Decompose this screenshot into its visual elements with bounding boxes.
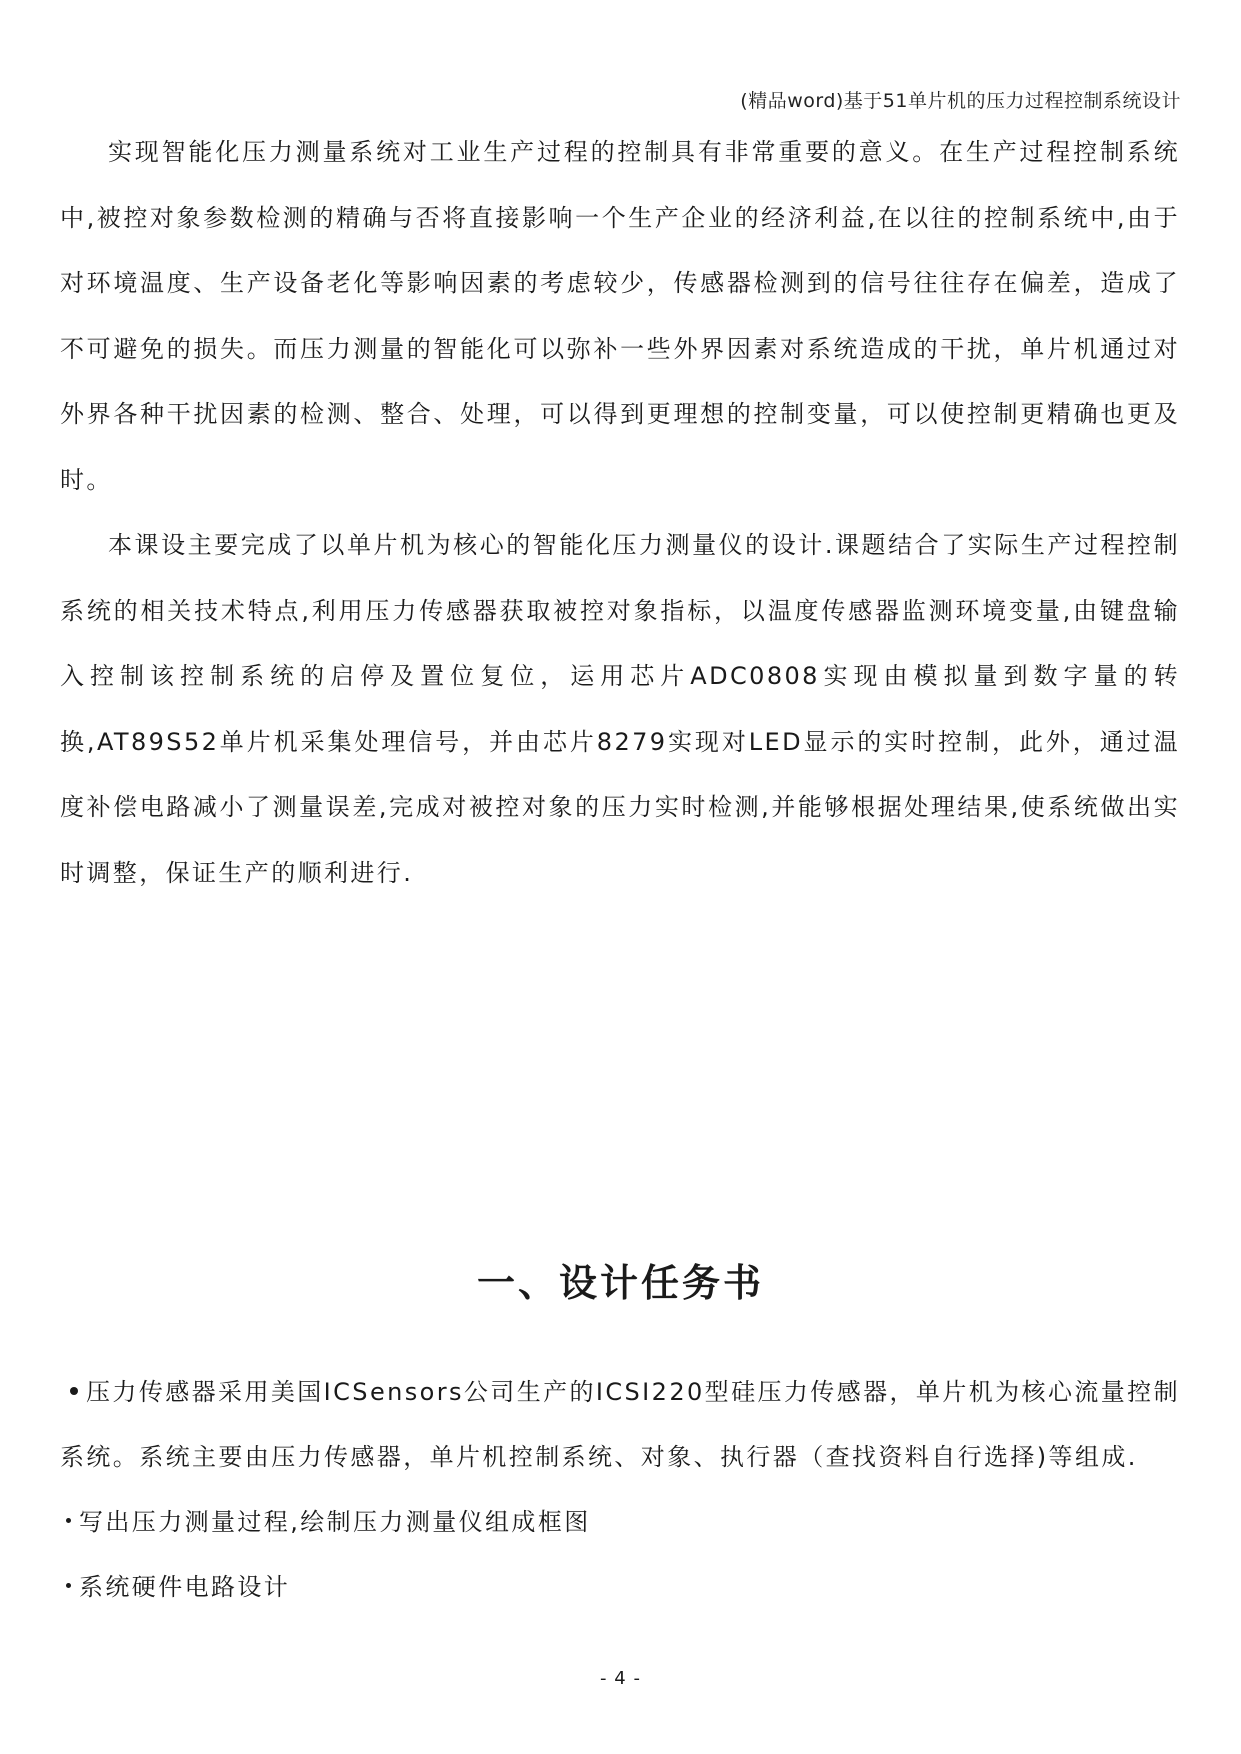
task-text: 系统硬件电路设计 bbox=[79, 1573, 291, 1601]
page-number: - 4 - bbox=[600, 1668, 641, 1689]
task-text: 写出压力测量过程,绘制压力测量仪组成框图 bbox=[79, 1508, 591, 1536]
document-body bbox=[60, 120, 1180, 906]
task-list bbox=[60, 1360, 1180, 1620]
paragraph-1: 实现智能化压力测量系统对工业生产过程的控制具有非常重要的意义。在生产过程控制系统中,被控对象参数检测的精确与否将直接影响一个生产企业的经济利益,在以往的控制系统中,由于对环境温度、生产设备老化等影响因素的考虑较少，传感器检测到的信号往往存在偏差，造成了不可避免的损失。而压力测量的智能化可以弥补一些外界因素对系统造成的干扰，单片机通过对外界各种干扰因素的检测、整合、处理，可以得到更理想的控制变量，可以使控制更精确也更及时。 bbox=[60, 138, 1180, 494]
bullet-icon bbox=[66, 1518, 71, 1523]
paragraph-2: 本课设主要完成了以单片机为核心的智能化压力测量仪的设计.课题结合了实际生产过程控制系统的相关技术特点,利用压力传感器获取被控对象指标，以温度传感器监测环境变量,由键盘输入控制该控制系统的启停及置位复位，运用芯片ADC0808实现由模拟量到数字量的转换,AT89S52单片机采集处理信号，并由芯片8279实现对LED显示的实时控制，此外，通过温度补偿电路减小了测量误差,完成对被控对象的压力实时检测,并能够根据处理结果,使系统做出实时调整，保证生产的顺利进行. bbox=[60, 531, 1180, 887]
task-text: 压力传感器采用美国ICSensors公司生产的ICSI220型硅压力传感器，单片机为核心流量控制系统。系统主要由压力传感器，单片机控制系统、对象、执行器（查找资料自行选择)等组成. bbox=[60, 1378, 1180, 1471]
list-item bbox=[60, 1490, 1180, 1555]
section-title: 一、设计任务书 bbox=[476, 1261, 764, 1305]
bullet-icon bbox=[70, 1387, 78, 1395]
list-item bbox=[60, 1555, 1180, 1620]
document-header: (精品word)基于51单片机的压力过程控制系统设计 bbox=[740, 90, 1181, 112]
list-item bbox=[60, 1360, 1180, 1490]
bullet-icon bbox=[66, 1583, 71, 1588]
